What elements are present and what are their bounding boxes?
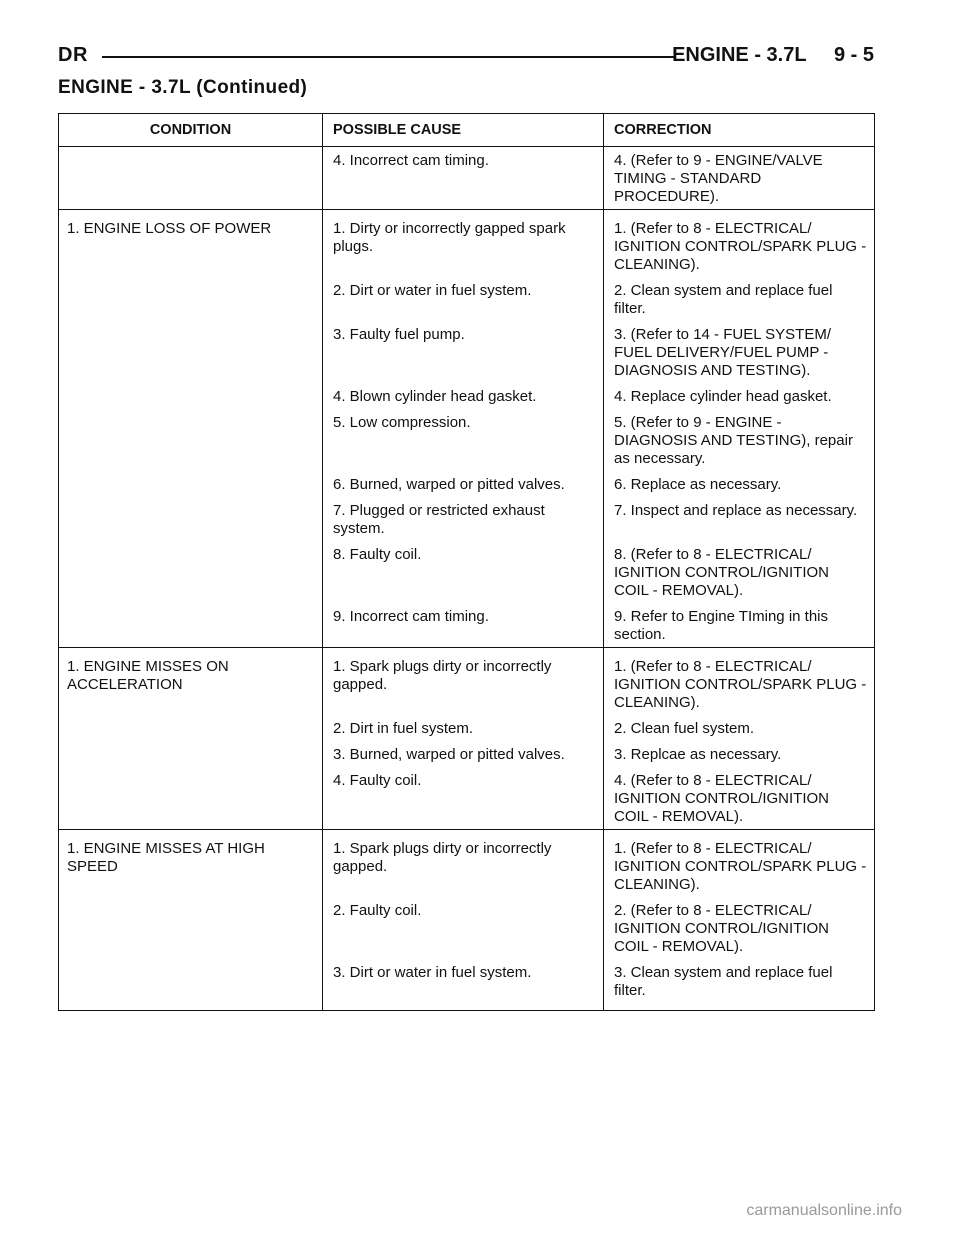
table-row xyxy=(59,541,875,603)
diagnosis-table xyxy=(58,113,875,1011)
correction-cell: 1. (Refer to 8 - ELECTRICAL/ IGNITION CONTROL/SPARK PLUG - CLEANING). xyxy=(604,210,875,278)
condition-cell xyxy=(59,603,323,648)
possible-cause-cell: 2. Faulty coil. xyxy=(323,897,604,959)
possible-cause-cell: 8. Faulty coil. xyxy=(323,541,604,603)
column-header-possible-cause: POSSIBLE CAUSE xyxy=(323,114,604,147)
possible-cause-cell: 3. Burned, warped or pitted valves. xyxy=(323,741,604,767)
condition-cell: 1. ENGINE LOSS OF POWER xyxy=(59,210,323,278)
possible-cause-cell: 5. Low compression. xyxy=(323,409,604,471)
correction-cell: 7. Inspect and replace as necessary. xyxy=(604,497,875,541)
condition-cell xyxy=(59,715,323,741)
header-chapter-page: ENGINE - 3.7L 9 - 5 xyxy=(672,44,874,66)
correction-cell: 6. Replace as necessary. xyxy=(604,471,875,497)
table-row xyxy=(59,210,875,278)
table-row xyxy=(59,741,875,767)
page-header xyxy=(58,40,874,76)
correction-cell: 3. Clean system and replace fuel filter. xyxy=(604,959,875,1011)
condition-cell xyxy=(59,321,323,383)
table-row xyxy=(59,383,875,409)
table-row xyxy=(59,959,875,1011)
table-row xyxy=(59,409,875,471)
table-row xyxy=(59,830,875,898)
table-row xyxy=(59,147,875,210)
condition-cell xyxy=(59,959,323,1011)
table-row xyxy=(59,767,875,830)
possible-cause-cell: 3. Faulty fuel pump. xyxy=(323,321,604,383)
condition-cell: 1. ENGINE MISSES AT HIGH SPEED xyxy=(59,830,323,898)
table-row xyxy=(59,715,875,741)
table-header-row xyxy=(59,114,875,147)
table-row xyxy=(59,603,875,648)
condition-cell xyxy=(59,409,323,471)
table-row xyxy=(59,321,875,383)
table-row xyxy=(59,648,875,716)
header-section-code: DR xyxy=(58,44,88,66)
section-title: ENGINE - 3.7L (Continued) xyxy=(58,77,308,98)
correction-cell: 4. (Refer to 9 - ENGINE/VALVE TIMING - STANDARD PROCEDURE). xyxy=(604,147,875,210)
correction-cell: 5. (Refer to 9 - ENGINE - DIAGNOSIS AND TESTING), repair as necessary. xyxy=(604,409,875,471)
condition-cell xyxy=(59,497,323,541)
correction-cell: 2. (Refer to 8 - ELECTRICAL/ IGNITION CONTROL/IGNITION COIL - REMOVAL). xyxy=(604,897,875,959)
possible-cause-cell: 1. Spark plugs dirty or incorrectly gapped. xyxy=(323,830,604,898)
possible-cause-cell: 6. Burned, warped or pitted valves. xyxy=(323,471,604,497)
possible-cause-cell: 4. Faulty coil. xyxy=(323,767,604,830)
possible-cause-cell: 7. Plugged or restricted exhaust system. xyxy=(323,497,604,541)
column-header-condition: CONDITION xyxy=(59,114,323,147)
condition-cell xyxy=(59,383,323,409)
condition-cell xyxy=(59,767,323,830)
possible-cause-cell: 4. Blown cylinder head gasket. xyxy=(323,383,604,409)
table-row xyxy=(59,277,875,321)
correction-cell: 9. Refer to Engine TIming in this section. xyxy=(604,603,875,648)
watermark: carmanualsonline.info xyxy=(746,1202,902,1219)
correction-cell: 2. Clean system and replace fuel filter. xyxy=(604,277,875,321)
correction-cell: 1. (Refer to 8 - ELECTRICAL/ IGNITION CONTROL/SPARK PLUG - CLEANING). xyxy=(604,648,875,716)
correction-cell: 2. Clean fuel system. xyxy=(604,715,875,741)
possible-cause-cell: 1. Dirty or incorrectly gapped spark plugs. xyxy=(323,210,604,278)
correction-cell: 4. (Refer to 8 - ELECTRICAL/ IGNITION CONTROL/IGNITION COIL - REMOVAL). xyxy=(604,767,875,830)
condition-cell xyxy=(59,147,323,210)
correction-cell: 3. (Refer to 14 - FUEL SYSTEM/ FUEL DELIVERY/FUEL PUMP - DIAGNOSIS AND TESTING). xyxy=(604,321,875,383)
correction-cell: 8. (Refer to 8 - ELECTRICAL/ IGNITION CONTROL/IGNITION COIL - REMOVAL). xyxy=(604,541,875,603)
column-header-correction: CORRECTION xyxy=(604,114,875,147)
possible-cause-cell: 9. Incorrect cam timing. xyxy=(323,603,604,648)
correction-cell: 1. (Refer to 8 - ELECTRICAL/ IGNITION CONTROL/SPARK PLUG - CLEANING). xyxy=(604,830,875,898)
correction-cell: 4. Replace cylinder head gasket. xyxy=(604,383,875,409)
possible-cause-cell: 3. Dirt or water in fuel system. xyxy=(323,959,604,1011)
header-rule xyxy=(102,56,674,58)
possible-cause-cell: 1. Spark plugs dirty or incorrectly gapped. xyxy=(323,648,604,716)
condition-cell: 1. ENGINE MISSES ON ACCELERATION xyxy=(59,648,323,716)
table-row xyxy=(59,897,875,959)
condition-cell xyxy=(59,741,323,767)
correction-cell: 3. Replcae as necessary. xyxy=(604,741,875,767)
condition-cell xyxy=(59,897,323,959)
condition-cell xyxy=(59,471,323,497)
possible-cause-cell: 2. Dirt or water in fuel system. xyxy=(323,277,604,321)
condition-cell xyxy=(59,277,323,321)
table-row xyxy=(59,497,875,541)
table-body xyxy=(59,147,875,1011)
condition-cell xyxy=(59,541,323,603)
table-row xyxy=(59,471,875,497)
possible-cause-cell: 4. Incorrect cam timing. xyxy=(323,147,604,210)
possible-cause-cell: 2. Dirt in fuel system. xyxy=(323,715,604,741)
